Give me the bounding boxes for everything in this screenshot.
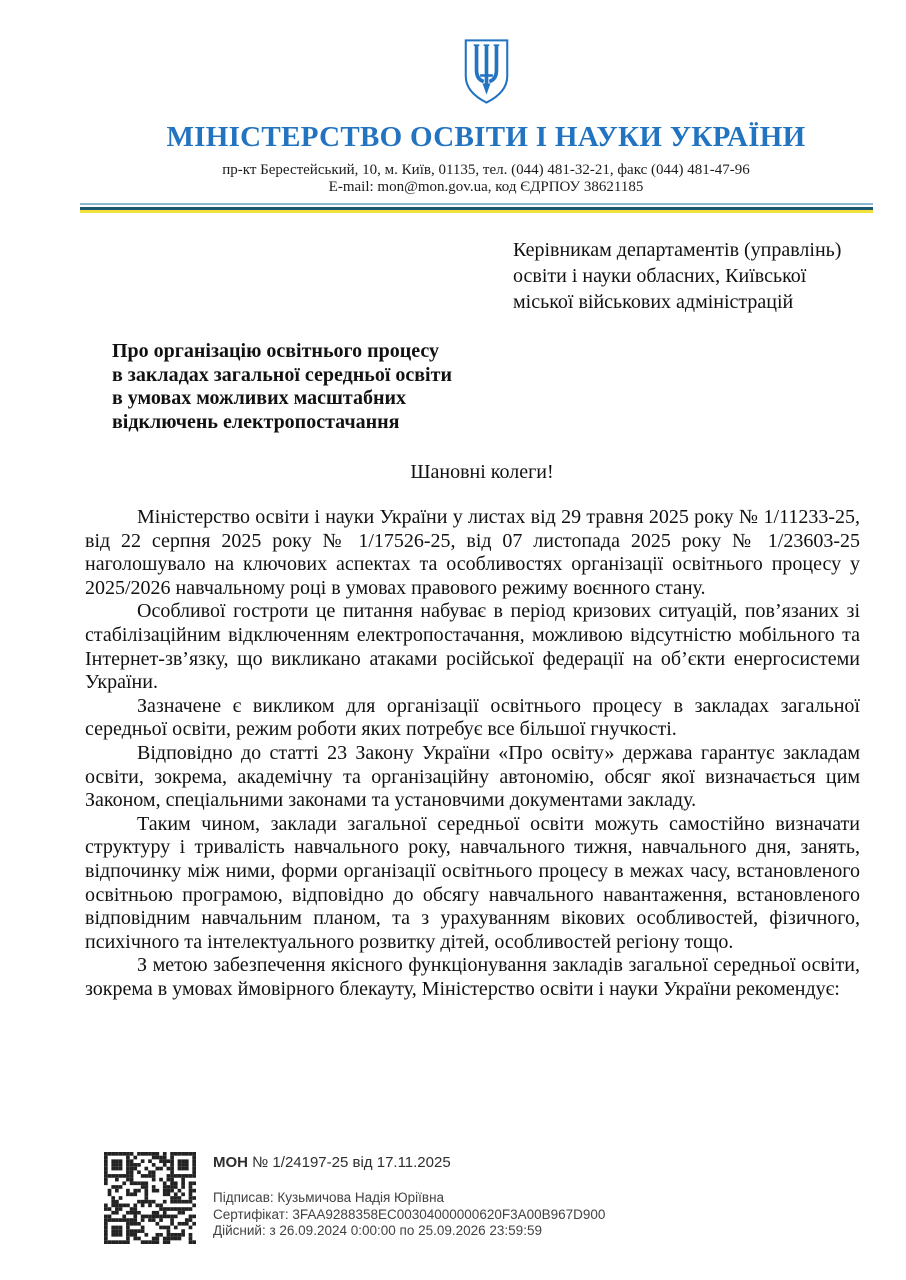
body-paragraph: Особливої гостроти це питання набуває в період кризових ситуацій, пов’язаних зі стабілізаційним відключенням електропостачання, можливою відсутністю мобільного та Інтернет-зв’язку, що викликано атаками російської федерації на об’єкти енергосистеми України. — [85, 600, 860, 694]
address-line-1: пр-кт Берестейський, 10, м. Київ, 01135, тел. (044) 481-32-21, факс (044) 481-47-96 — [222, 162, 750, 178]
letter-body — [85, 506, 860, 1001]
doc-number-date: № 1/24197-25 від 17.11.2025 — [252, 1154, 451, 1171]
stamp-text — [213, 1152, 605, 1240]
qr-code-icon — [103, 1152, 197, 1244]
body-paragraph: Зазначене є викликом для організації освітнього процесу в закладах загальної середньої освіти, режим роботи яких потребує все більшої гнучкості. — [85, 694, 860, 741]
subject-line: відключень електропостачання — [112, 410, 400, 433]
ministry-title: МІНІСТЕРСТВО ОСВІТИ І НАУКИ УКРАЇНИ — [166, 121, 806, 153]
subject-line: в умовах можливих масштабних — [112, 387, 406, 409]
letterhead — [0, 38, 906, 196]
flag-divider — [80, 203, 873, 213]
org-abbreviation: МОН — [213, 1154, 248, 1171]
body-paragraph: Міністерство освіти і науки України у листах від 29 травня 2025 року № 1/11233-25, від 22 серпня 2025 року № 1/17526-25, від 07 листопада 2025 року № 1/23603-25 наголошувало на ключових аспектах та особливостях організації освітнього процесу у 2025/2026 навчальному році в умовах правового режиму воєнного стану. — [85, 506, 860, 599]
ukraine-trident-emblem — [66, 38, 906, 105]
certificate-line: Сертифікат: 3FAA9288358EC00304000000620F3A00B967D900 — [213, 1206, 606, 1222]
ministry-address — [66, 162, 906, 196]
addressee-line: міської військових адміністрацій — [513, 291, 794, 313]
document-reference — [213, 1154, 605, 1171]
signer-line: Підписав: Кузьмичова Надія Юріївна — [213, 1190, 445, 1205]
addressee-line: Керівникам департаментів (управлінь) — [513, 239, 842, 261]
addressee-line: освіти і науки обласних, Київської — [513, 265, 807, 287]
validity-line: Дійсний: з 26.09.2024 0:00:00 по 25.09.2026 23:59:59 — [213, 1223, 542, 1238]
certificate-details — [213, 1190, 605, 1240]
salutation: Шановні колеги! — [410, 461, 554, 483]
body-paragraph: Відповідно до статті 23 Закону України «Про освіту» держава гарантує закладам освіти, зокрема, академічну та організаційну автономію, обсяг якої визначається цим Законом, спеціальними законами та установчими документами закладу. — [85, 741, 860, 812]
signature-stamp — [103, 1152, 605, 1244]
address-line-2: E-mail: mon@mon.gov.ua, код ЄДРПОУ 38621185 — [328, 179, 644, 195]
body-paragraph: З метою забезпечення якісного функціонування закладів загальної середньої освіти, зокрема в умовах ймовірного блекауту, Міністерство освіти і науки України рекомендує: — [85, 954, 860, 1000]
subject-line: в закладах загальної середньої освіти — [112, 363, 452, 386]
subject-line: Про організацію освітнього процесу — [112, 340, 440, 362]
subject-block — [112, 340, 906, 434]
addressee-block — [513, 237, 906, 315]
body-paragraph: Таким чином, заклади загальної середньої освіти можуть самостійно визначати структуру і тривалість навчального року, навчального тижня, навчального дня, занять, відпочинку між ними, форми організації освітнього процесу в межах часу, встановленого освітньою програмою, відповідно до обсягу навчального навантаження, встановленого відповідним навчальним планом, та з урахуванням вікових особливостей, фізичного, психічного та інтелектуального розвитку дітей, особливостей регіону тощо. — [85, 812, 860, 953]
